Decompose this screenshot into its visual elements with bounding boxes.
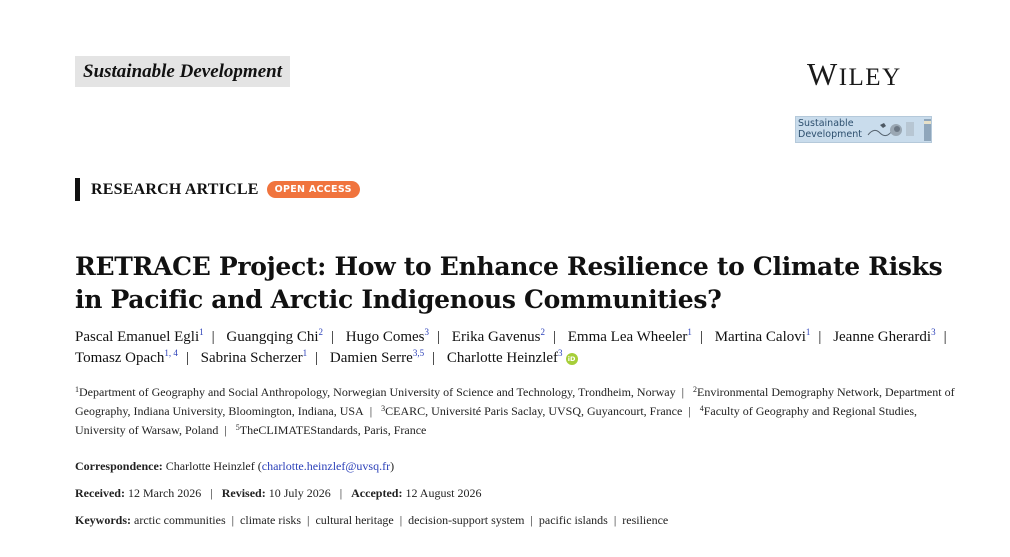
author-separator: | [331,329,335,345]
author-item [715,329,811,345]
keyword: arctic communities [134,513,226,527]
affiliation-number: 3 [381,404,386,413]
author-item [201,350,308,366]
keyword: pacific islands [538,513,608,527]
affiliation-text: TheCLIMATEStandards, Paris, France [239,423,427,437]
author-separator: | [699,329,703,345]
keyword: decision-support system [408,513,525,527]
author-separator: | [818,329,822,345]
affiliation-separator: | [224,423,227,437]
author-separator: | [315,350,319,366]
author-affiliation-number[interactable]: 3 [558,348,563,358]
keyword: cultural heritage [315,513,394,527]
correspondence-label: Correspondence: [75,459,163,473]
cover-title [798,118,862,140]
received-label: Received: [75,486,125,500]
article-title: RETRACE Project: How to Enhance Resilience to Climate Risks in Pacific and Arctic Indigenous Communities? [75,252,943,314]
author-item [75,329,204,345]
affiliation-number: 4 [699,404,704,413]
author-name[interactable]: Charlotte Heinzlef [446,350,559,366]
open-access-badge: OPEN ACCESS [267,181,360,198]
author-affiliation-number[interactable]: 1, 4 [164,348,178,358]
author-separator: | [185,350,189,366]
author-affiliation-number[interactable]: 3 [931,327,936,337]
author-name[interactable]: Hugo Comes [345,329,425,345]
author-separator: | [437,329,441,345]
author-separator: | [211,329,215,345]
affiliation-separator: | [369,404,373,418]
author-affiliation-number[interactable]: 1 [805,327,811,337]
revised-label: Revised: [221,486,266,500]
affiliation-text: Environmental Demography Network, Department of Geography, Indiana University, Bloomington, Indiana, USA [75,385,955,418]
author-affiliation-number[interactable]: 3,5 [412,348,425,358]
author-item [833,329,935,345]
author-affiliation-number[interactable]: 1 [302,348,308,358]
accepted-date: 12 August 2026 [405,486,482,500]
affiliation-number: 5 [235,423,240,432]
author-item [330,350,424,366]
author-affiliation-number[interactable]: 2 [318,327,323,337]
author-separator: | [432,350,436,366]
author-separator: | [553,329,557,345]
author-item [226,329,323,345]
keyword-separator: | [231,513,235,527]
article-type-row [75,178,360,201]
correspondence-name: Charlotte Heinzlef [165,459,255,473]
author-name[interactable]: Guangqing Chi [226,329,319,345]
keyword: climate risks [240,513,302,527]
accepted-label: Accepted: [351,486,403,500]
keywords-line [75,513,668,528]
dates-separator: | [210,486,213,500]
affiliation-separator: | [681,385,684,399]
keywords-list [134,513,668,527]
journal-cover-thumbnail[interactable] [795,116,932,143]
correspondence-line [75,459,394,474]
cover-art-image [866,119,931,141]
article-type-label: RESEARCH ARTICLE [91,180,259,198]
author-item [568,329,692,345]
author-item [452,329,545,345]
cover-title-line1: Sustainable [798,118,854,129]
author-affiliation-number[interactable]: 3 [424,327,430,337]
publisher-logo-text: WILEY [807,56,902,92]
author-affiliation-number[interactable]: 2 [540,327,545,337]
publisher-logo[interactable] [807,56,902,93]
received-date: 12 March 2026 [127,486,202,500]
keywords-label: Keywords: [75,513,131,527]
author-separator: | [943,329,947,345]
affiliation-item [75,385,676,399]
affiliation-item [381,404,682,418]
author-item [447,350,578,366]
orcid-icon[interactable]: iD [566,353,578,365]
author-name[interactable]: Sabrina Scherzer [200,350,303,366]
author-item [346,329,429,345]
author-name[interactable]: Emma Lea Wheeler [567,329,688,345]
affiliation-text: Department of Geography and Social Anthropology, Norwegian University of Science and Technology, Trondheim, Norway [79,385,676,399]
affiliation-number: 2 [693,385,697,394]
keyword-separator: | [530,513,533,527]
author-name[interactable]: Pascal Emanuel Egli [75,329,200,345]
correspondence-open: ( [257,459,262,473]
author-item [75,350,178,366]
affiliation-text: CEARC, Université Paris Saclay, UVSQ, Guyancourt, France [385,404,683,418]
journal-name[interactable]: Sustainable Development [75,56,290,87]
dates-separator: | [339,486,343,500]
revised-date: 10 July 2026 [268,486,331,500]
keyword-separator: | [307,513,310,527]
author-list [75,327,955,369]
correspondence-email-link[interactable]: charlotte.heinzlef@uvsq.fr [261,459,391,473]
keyword-separator: | [399,513,403,527]
affiliation-separator: | [688,404,691,418]
correspondence-close: ) [390,459,395,473]
affiliation-item [236,423,427,437]
author-affiliation-number[interactable]: 1 [687,327,692,337]
author-affiliation-number[interactable]: 1 [199,327,204,337]
affiliation-number: 1 [75,385,79,394]
cover-title-line2: Development [798,129,862,140]
keyword-separator: | [613,513,617,527]
author-name[interactable]: Jeanne Gherardi [833,329,932,345]
author-name[interactable]: Martina Calovi [714,329,806,345]
keyword: resilience [622,513,669,527]
affiliation-list [75,383,955,440]
article-type-bar [75,178,80,201]
author-name[interactable]: Damien Serre [329,350,413,366]
dates-line [75,486,481,501]
author-name[interactable]: Erika Gavenus [451,329,541,345]
author-name[interactable]: Tomasz Opach [75,350,165,366]
affiliation-text: Faculty of Geography and Regional Studies, University of Warsaw, Poland [75,404,918,437]
